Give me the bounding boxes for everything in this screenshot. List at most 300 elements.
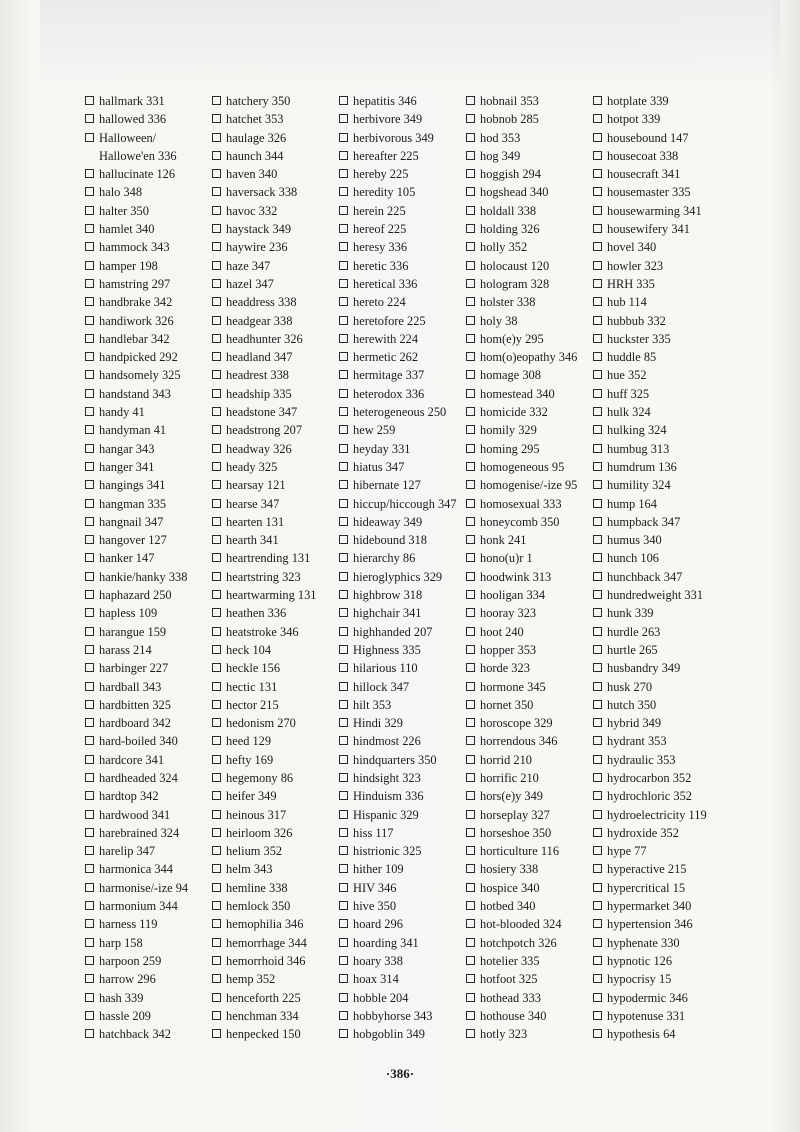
checkbox-icon[interactable] — [339, 187, 348, 196]
checkbox-icon[interactable] — [339, 846, 348, 855]
checkbox-icon[interactable] — [466, 590, 475, 599]
word-entry — [593, 860, 723, 878]
checkbox-icon[interactable] — [212, 96, 221, 105]
checkbox-icon[interactable] — [593, 352, 602, 361]
checkbox-icon[interactable] — [339, 334, 348, 343]
checkbox-icon[interactable] — [212, 242, 221, 251]
checkbox-icon[interactable] — [85, 773, 94, 782]
word-entry — [593, 952, 723, 970]
checkbox-icon[interactable] — [339, 864, 348, 873]
checkbox-icon[interactable] — [339, 791, 348, 800]
checkbox-icon[interactable] — [212, 151, 221, 160]
checkbox-icon[interactable] — [593, 316, 602, 325]
checkbox-icon[interactable] — [212, 370, 221, 379]
checkbox-icon[interactable] — [593, 682, 602, 691]
checkbox-icon[interactable] — [339, 133, 348, 142]
word-entry — [85, 330, 212, 348]
checkbox-icon[interactable] — [339, 919, 348, 928]
checkbox-icon[interactable] — [339, 114, 348, 123]
checkbox-icon[interactable] — [212, 480, 221, 489]
checkbox-icon[interactable] — [85, 553, 94, 562]
checkbox-icon[interactable] — [593, 480, 602, 489]
word-entry — [339, 806, 466, 824]
checkbox-icon[interactable] — [212, 590, 221, 599]
checkbox-icon[interactable] — [85, 316, 94, 325]
checkbox-icon[interactable] — [466, 96, 475, 105]
checkbox-icon[interactable] — [339, 389, 348, 398]
checkbox-icon[interactable] — [466, 572, 475, 581]
checkbox-icon[interactable] — [339, 700, 348, 709]
checkbox-icon[interactable] — [593, 499, 602, 508]
checkbox-icon[interactable] — [212, 169, 221, 178]
checkbox-icon[interactable] — [339, 535, 348, 544]
checkbox-icon[interactable] — [466, 846, 475, 855]
checkbox-icon[interactable] — [593, 133, 602, 142]
checkbox-icon[interactable] — [466, 297, 475, 306]
word-entry — [466, 385, 593, 403]
checkbox-icon[interactable] — [466, 206, 475, 215]
checkbox-icon[interactable] — [85, 590, 94, 599]
word-label: hemlock 350 — [226, 899, 291, 914]
word-label: heresy 336 — [353, 240, 408, 255]
checkbox-icon[interactable] — [593, 645, 602, 654]
checkbox-icon[interactable] — [339, 828, 348, 837]
word-entry — [212, 458, 339, 476]
checkbox-icon[interactable] — [466, 114, 475, 123]
checkbox-icon[interactable] — [593, 864, 602, 873]
checkbox-icon[interactable] — [466, 864, 475, 873]
checkbox-icon[interactable] — [85, 1029, 94, 1038]
checkbox-icon[interactable] — [466, 663, 475, 672]
checkbox-icon[interactable] — [212, 517, 221, 526]
checkbox-icon[interactable] — [339, 499, 348, 508]
checkbox-icon[interactable] — [339, 206, 348, 215]
checkbox-icon[interactable] — [339, 462, 348, 471]
checkbox-icon[interactable] — [466, 279, 475, 288]
checkbox-icon[interactable] — [593, 938, 602, 947]
checkbox-icon[interactable] — [466, 370, 475, 379]
checkbox-icon[interactable] — [212, 535, 221, 544]
checkbox-icon[interactable] — [339, 627, 348, 636]
checkbox-icon[interactable] — [339, 810, 348, 819]
checkbox-icon[interactable] — [339, 96, 348, 105]
checkbox-icon[interactable] — [212, 608, 221, 617]
checkbox-icon[interactable] — [339, 755, 348, 764]
checkbox-icon[interactable] — [593, 1011, 602, 1020]
checkbox-icon[interactable] — [593, 956, 602, 965]
checkbox-icon[interactable] — [593, 919, 602, 928]
checkbox-icon[interactable] — [339, 444, 348, 453]
word-label: holster 338 — [480, 295, 536, 310]
checkbox-icon[interactable] — [339, 261, 348, 270]
checkbox-icon[interactable] — [466, 993, 475, 1002]
checkbox-icon[interactable] — [85, 224, 94, 233]
checkbox-icon[interactable] — [212, 700, 221, 709]
checkbox-icon[interactable] — [339, 663, 348, 672]
checkbox-icon[interactable] — [466, 1029, 475, 1038]
checkbox-icon[interactable] — [212, 791, 221, 800]
checkbox-icon[interactable] — [212, 261, 221, 270]
word-label: hatchback 342 — [99, 1027, 171, 1042]
checkbox-icon[interactable] — [593, 334, 602, 343]
checkbox-icon[interactable] — [466, 535, 475, 544]
checkbox-icon[interactable] — [85, 535, 94, 544]
checkbox-icon[interactable] — [339, 590, 348, 599]
checkbox-icon[interactable] — [212, 389, 221, 398]
checkbox-icon[interactable] — [466, 700, 475, 709]
checkbox-icon[interactable] — [593, 279, 602, 288]
checkbox-icon[interactable] — [339, 316, 348, 325]
checkbox-icon[interactable] — [85, 645, 94, 654]
checkbox-icon[interactable] — [339, 956, 348, 965]
word-entry — [85, 513, 212, 531]
checkbox-icon[interactable] — [85, 828, 94, 837]
checkbox-icon[interactable] — [466, 480, 475, 489]
checkbox-icon[interactable] — [212, 883, 221, 892]
checkbox-icon[interactable] — [212, 462, 221, 471]
checkbox-icon[interactable] — [85, 114, 94, 123]
checkbox-icon[interactable] — [339, 974, 348, 983]
checkbox-icon[interactable] — [85, 663, 94, 672]
checkbox-icon[interactable] — [85, 517, 94, 526]
checkbox-icon[interactable] — [339, 553, 348, 562]
checkbox-icon[interactable] — [339, 773, 348, 782]
word-label: humdrum 136 — [607, 459, 677, 474]
checkbox-icon[interactable] — [212, 993, 221, 1002]
checkbox-icon[interactable] — [85, 297, 94, 306]
checkbox-icon[interactable] — [212, 352, 221, 361]
checkbox-icon[interactable] — [212, 663, 221, 672]
checkbox-icon[interactable] — [593, 114, 602, 123]
checkbox-icon[interactable] — [339, 242, 348, 251]
word-label: humbug 313 — [607, 441, 670, 456]
checkbox-icon[interactable] — [339, 736, 348, 745]
checkbox-icon[interactable] — [339, 407, 348, 416]
checkbox-icon[interactable] — [593, 169, 602, 178]
word-label: heinous 317 — [226, 807, 287, 822]
checkbox-icon[interactable] — [339, 224, 348, 233]
word-label: hallowed 336 — [99, 112, 167, 127]
checkbox-icon[interactable] — [85, 279, 94, 288]
checkbox-icon[interactable] — [212, 828, 221, 837]
word-entry — [339, 769, 466, 787]
word-label: haywire 236 — [226, 240, 288, 255]
checkbox-icon[interactable] — [85, 187, 94, 196]
checkbox-icon[interactable] — [593, 663, 602, 672]
checkbox-icon[interactable] — [593, 462, 602, 471]
checkbox-icon[interactable] — [212, 938, 221, 947]
checkbox-icon[interactable] — [593, 846, 602, 855]
checkbox-icon[interactable] — [466, 334, 475, 343]
checkbox-icon[interactable] — [339, 883, 348, 892]
checkbox-icon[interactable] — [593, 810, 602, 819]
word-label: hormone 345 — [480, 679, 546, 694]
checkbox-icon[interactable] — [593, 572, 602, 581]
checkbox-icon[interactable] — [466, 755, 475, 764]
checkbox-icon[interactable] — [466, 810, 475, 819]
checkbox-icon[interactable] — [339, 572, 348, 581]
checkbox-icon[interactable] — [212, 224, 221, 233]
word-label: heterodox 336 — [353, 386, 425, 401]
checkbox-icon[interactable] — [593, 96, 602, 105]
checkbox-icon[interactable] — [593, 261, 602, 270]
checkbox-icon[interactable] — [593, 407, 602, 416]
checkbox-icon[interactable] — [212, 316, 221, 325]
checkbox-icon[interactable] — [466, 773, 475, 782]
checkbox-icon[interactable] — [212, 553, 221, 562]
checkbox-icon[interactable] — [212, 718, 221, 727]
checkbox-icon[interactable] — [466, 791, 475, 800]
checkbox-icon[interactable] — [339, 1029, 348, 1038]
checkbox-icon[interactable] — [466, 389, 475, 398]
checkbox-icon[interactable] — [593, 444, 602, 453]
checkbox-icon[interactable] — [212, 187, 221, 196]
checkbox-icon[interactable] — [593, 700, 602, 709]
checkbox-icon[interactable] — [85, 791, 94, 800]
word-label: halter 350 — [99, 203, 149, 218]
checkbox-icon[interactable] — [85, 974, 94, 983]
checkbox-icon[interactable] — [593, 187, 602, 196]
checkbox-icon[interactable] — [593, 242, 602, 251]
checkbox-icon[interactable] — [85, 425, 94, 434]
checkbox-icon[interactable] — [466, 462, 475, 471]
checkbox-icon[interactable] — [212, 682, 221, 691]
checkbox-icon[interactable] — [593, 425, 602, 434]
checkbox-icon[interactable] — [212, 572, 221, 581]
checkbox-icon[interactable] — [339, 608, 348, 617]
checkbox-icon[interactable] — [466, 828, 475, 837]
checkbox-icon[interactable] — [85, 993, 94, 1002]
checkbox-icon[interactable] — [593, 389, 602, 398]
checkbox-icon[interactable] — [85, 462, 94, 471]
checkbox-icon[interactable] — [85, 96, 94, 105]
checkbox-icon[interactable] — [212, 297, 221, 306]
word-label: holdall 338 — [480, 203, 537, 218]
checkbox-icon[interactable] — [466, 187, 475, 196]
word-columns — [85, 92, 723, 1043]
checkbox-icon[interactable] — [466, 645, 475, 654]
word-entry — [212, 531, 339, 549]
checkbox-icon[interactable] — [593, 736, 602, 745]
checkbox-icon[interactable] — [466, 261, 475, 270]
checkbox-icon[interactable] — [466, 736, 475, 745]
checkbox-icon[interactable] — [85, 169, 94, 178]
checkbox-icon[interactable] — [339, 169, 348, 178]
checkbox-icon[interactable] — [339, 901, 348, 910]
checkbox-icon[interactable] — [466, 974, 475, 983]
word-label: hindquarters 350 — [353, 752, 437, 767]
checkbox-icon[interactable] — [593, 553, 602, 562]
checkbox-icon[interactable] — [593, 608, 602, 617]
checkbox-icon[interactable] — [212, 1011, 221, 1020]
checkbox-icon[interactable] — [85, 627, 94, 636]
checkbox-icon[interactable] — [339, 993, 348, 1002]
checkbox-icon[interactable] — [85, 261, 94, 270]
checkbox-icon[interactable] — [85, 242, 94, 251]
checkbox-icon[interactable] — [339, 645, 348, 654]
checkbox-icon[interactable] — [466, 169, 475, 178]
checkbox-icon[interactable] — [85, 444, 94, 453]
checkbox-icon[interactable] — [339, 370, 348, 379]
checkbox-icon[interactable] — [85, 133, 94, 142]
word-entry — [212, 495, 339, 513]
word-label: humility 324 — [607, 478, 671, 493]
checkbox-icon[interactable] — [212, 499, 221, 508]
word-label: HIV 346 — [353, 880, 397, 895]
checkbox-icon[interactable] — [466, 316, 475, 325]
checkbox-icon[interactable] — [85, 572, 94, 581]
word-label: hermitage 337 — [353, 368, 425, 383]
checkbox-icon[interactable] — [212, 755, 221, 764]
checkbox-icon[interactable] — [466, 682, 475, 691]
checkbox-icon[interactable] — [466, 553, 475, 562]
checkbox-icon[interactable] — [466, 608, 475, 617]
checkbox-icon[interactable] — [593, 773, 602, 782]
checkbox-icon[interactable] — [85, 480, 94, 489]
checkbox-icon[interactable] — [212, 645, 221, 654]
checkbox-icon[interactable] — [593, 590, 602, 599]
word-entry — [466, 806, 593, 824]
checkbox-icon[interactable] — [85, 883, 94, 892]
checkbox-icon[interactable] — [593, 370, 602, 379]
checkbox-icon[interactable] — [593, 974, 602, 983]
checkbox-icon[interactable] — [339, 682, 348, 691]
checkbox-icon[interactable] — [593, 883, 602, 892]
checkbox-icon[interactable] — [212, 425, 221, 434]
checkbox-icon[interactable] — [466, 224, 475, 233]
checkbox-icon[interactable] — [593, 206, 602, 215]
checkbox-icon[interactable] — [466, 718, 475, 727]
word-entry — [212, 293, 339, 311]
word-entry — [593, 970, 723, 988]
checkbox-icon[interactable] — [466, 956, 475, 965]
checkbox-icon[interactable] — [85, 407, 94, 416]
checkbox-icon[interactable] — [85, 718, 94, 727]
checkbox-icon[interactable] — [466, 938, 475, 947]
checkbox-icon[interactable] — [212, 810, 221, 819]
checkbox-icon[interactable] — [212, 444, 221, 453]
checkbox-icon[interactable] — [593, 517, 602, 526]
checkbox-icon[interactable] — [212, 407, 221, 416]
checkbox-icon[interactable] — [339, 938, 348, 947]
checkbox-icon[interactable] — [339, 425, 348, 434]
checkbox-icon[interactable] — [85, 608, 94, 617]
checkbox-icon[interactable] — [593, 224, 602, 233]
checkbox-icon[interactable] — [212, 864, 221, 873]
word-entry — [466, 714, 593, 732]
word-entry — [339, 897, 466, 915]
word-label: hobnail 353 — [480, 94, 539, 108]
checkbox-icon[interactable] — [85, 755, 94, 764]
checkbox-icon[interactable] — [593, 901, 602, 910]
checkbox-icon[interactable] — [466, 901, 475, 910]
checkbox-icon[interactable] — [85, 810, 94, 819]
checkbox-icon[interactable] — [212, 133, 221, 142]
word-label: hard-boiled 340 — [99, 734, 178, 749]
checkbox-icon[interactable] — [593, 627, 602, 636]
checkbox-icon[interactable] — [85, 682, 94, 691]
word-entry — [339, 623, 466, 641]
checkbox-icon[interactable] — [466, 425, 475, 434]
checkbox-icon[interactable] — [466, 883, 475, 892]
checkbox-icon[interactable] — [212, 974, 221, 983]
checkbox-icon[interactable] — [466, 517, 475, 526]
checkbox-icon[interactable] — [466, 444, 475, 453]
checkbox-icon[interactable] — [466, 133, 475, 142]
checkbox-icon[interactable] — [339, 352, 348, 361]
checkbox-icon[interactable] — [212, 334, 221, 343]
checkbox-icon[interactable] — [593, 755, 602, 764]
checkbox-icon[interactable] — [593, 718, 602, 727]
checkbox-icon[interactable] — [85, 736, 94, 745]
checkbox-icon[interactable] — [85, 1011, 94, 1020]
checkbox-icon[interactable] — [85, 864, 94, 873]
checkbox-icon[interactable] — [212, 1029, 221, 1038]
checkbox-icon[interactable] — [593, 828, 602, 837]
checkbox-icon[interactable] — [593, 535, 602, 544]
checkbox-icon[interactable] — [85, 370, 94, 379]
word-entry — [85, 604, 212, 622]
checkbox-icon[interactable] — [85, 334, 94, 343]
checkbox-icon[interactable] — [466, 242, 475, 251]
checkbox-icon[interactable] — [339, 279, 348, 288]
checkbox-icon[interactable] — [466, 352, 475, 361]
checkbox-icon[interactable] — [212, 206, 221, 215]
checkbox-icon[interactable] — [85, 846, 94, 855]
checkbox-icon[interactable] — [85, 700, 94, 709]
checkbox-icon[interactable] — [85, 352, 94, 361]
checkbox-icon[interactable] — [85, 956, 94, 965]
checkbox-icon[interactable] — [339, 718, 348, 727]
checkbox-icon[interactable] — [593, 297, 602, 306]
checkbox-icon[interactable] — [212, 846, 221, 855]
checkbox-icon[interactable] — [212, 627, 221, 636]
word-label: homogeneous 95 — [480, 459, 565, 474]
checkbox-icon[interactable] — [85, 206, 94, 215]
checkbox-icon[interactable] — [212, 736, 221, 745]
checkbox-icon[interactable] — [593, 791, 602, 800]
word-label: hassle 209 — [99, 1008, 151, 1023]
checkbox-icon[interactable] — [212, 956, 221, 965]
checkbox-icon[interactable] — [85, 499, 94, 508]
checkbox-icon[interactable] — [466, 919, 475, 928]
checkbox-icon[interactable] — [212, 114, 221, 123]
checkbox-icon[interactable] — [85, 938, 94, 947]
checkbox-icon[interactable] — [339, 297, 348, 306]
checkbox-icon[interactable] — [466, 407, 475, 416]
checkbox-icon[interactable] — [212, 901, 221, 910]
checkbox-icon[interactable] — [339, 517, 348, 526]
checkbox-icon[interactable] — [339, 480, 348, 489]
checkbox-icon[interactable] — [85, 389, 94, 398]
checkbox-icon[interactable] — [85, 919, 94, 928]
word-entry — [339, 970, 466, 988]
checkbox-icon[interactable] — [466, 1011, 475, 1020]
checkbox-icon[interactable] — [212, 773, 221, 782]
word-entry — [593, 586, 723, 604]
checkbox-icon[interactable] — [466, 499, 475, 508]
checkbox-icon[interactable] — [593, 151, 602, 160]
checkbox-icon[interactable] — [85, 901, 94, 910]
checkbox-icon[interactable] — [466, 151, 475, 160]
checkbox-icon[interactable] — [339, 151, 348, 160]
checkbox-icon[interactable] — [339, 1011, 348, 1020]
checkbox-icon[interactable] — [212, 279, 221, 288]
checkbox-icon[interactable] — [593, 993, 602, 1002]
checkbox-icon[interactable] — [212, 919, 221, 928]
checkbox-icon[interactable] — [593, 1029, 602, 1038]
checkbox-icon[interactable] — [466, 627, 475, 636]
